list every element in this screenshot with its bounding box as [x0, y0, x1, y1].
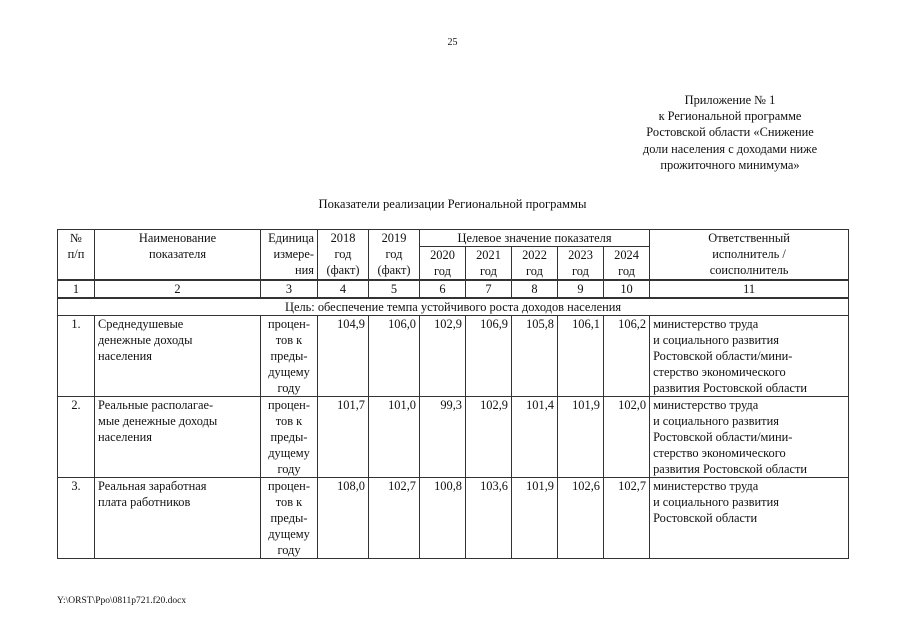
column-number: 4: [318, 280, 369, 298]
value-2019: 102,7: [369, 478, 420, 559]
column-number: 11: [650, 280, 849, 298]
table-row: [58, 316, 849, 397]
value-2024: 102,0: [604, 397, 650, 478]
goal-text: Цель: обеспечение темпа устойчивого роста доходов населения: [58, 298, 849, 316]
value-2018: 101,7: [318, 397, 369, 478]
value-2021: 102,9: [466, 397, 512, 478]
table-row: [58, 397, 849, 478]
column-number: 5: [369, 280, 420, 298]
header-2023: 2023 год: [558, 247, 604, 281]
column-number: 9: [558, 280, 604, 298]
value-2022: 105,8: [512, 316, 558, 397]
header-2021: 2021 год: [466, 247, 512, 281]
document-title: Показатели реализации Региональной программы: [318, 197, 587, 211]
value-2022: 101,4: [512, 397, 558, 478]
row-number: 2.: [58, 397, 95, 478]
value-2023: 102,6: [558, 478, 604, 559]
value-2018: 108,0: [318, 478, 369, 559]
table-row: [58, 478, 849, 559]
value-2023: 101,9: [558, 397, 604, 478]
header-2022: 2022 год: [512, 247, 558, 281]
responsible-executor: министерство труда и социального развития Ростовской области/мини- стерство экономического развития Ростовской области: [650, 397, 849, 478]
header-2024: 2024 год: [604, 247, 650, 281]
appendix-line: Приложение № 1: [684, 93, 776, 107]
header-2020: 2020 год: [420, 247, 466, 281]
appendix-line: к Региональной программе: [658, 109, 802, 124]
indicator-unit: процен- тов к преды- дущему году: [261, 478, 318, 559]
appendix-note: [590, 92, 870, 173]
responsible-executor: министерство труда и социального развития Ростовской области: [650, 478, 849, 559]
value-2020: 99,3: [420, 397, 466, 478]
column-number: 10: [604, 280, 650, 298]
header-name: Наименование показателя: [95, 230, 261, 281]
header-num: № п/п: [58, 230, 95, 281]
file-path-footer: Y:\ORST\Ppo\0811p721.f20.docx: [57, 596, 187, 606]
value-2019: 106,0: [369, 316, 420, 397]
header-target-group: Целевое значение показателя: [420, 230, 650, 247]
value-2021: 106,9: [466, 316, 512, 397]
value-2023: 106,1: [558, 316, 604, 397]
header-row: [58, 230, 849, 247]
value-2018: 104,9: [318, 316, 369, 397]
value-2020: 100,8: [420, 478, 466, 559]
value-2024: 106,2: [604, 316, 650, 397]
indicator-name: Реальная заработная плата работников: [95, 478, 261, 559]
indicator-unit: процен- тов к преды- дущему году: [261, 316, 318, 397]
column-number-row: [58, 280, 849, 298]
value-2021: 103,6: [466, 478, 512, 559]
column-number: 1: [58, 280, 95, 298]
value-2019: 101,0: [369, 397, 420, 478]
column-number: 7: [466, 280, 512, 298]
responsible-executor: министерство труда и социального развития Ростовской области/мини- стерство экономического развития Ростовской области: [650, 316, 849, 397]
row-number: 1.: [58, 316, 95, 397]
appendix-line: доли населения с доходами ниже: [642, 141, 818, 156]
row-number: 3.: [58, 478, 95, 559]
goal-row: [58, 298, 849, 316]
indicator-name: Среднедушевые денежные доходы населения: [95, 316, 261, 397]
column-number: 2: [95, 280, 261, 298]
indicator-unit: процен- тов к преды- дущему году: [261, 397, 318, 478]
appendix-line: прожиточного минимума»: [660, 157, 800, 172]
indicator-name: Реальные располагае- мые денежные доходы населения: [95, 397, 261, 478]
header-unit: Единица измере- ния: [261, 230, 318, 281]
header-2018: 2018 год (факт): [318, 230, 369, 281]
value-2020: 102,9: [420, 316, 466, 397]
header-responsible: Ответственный исполнитель / соисполнитель: [650, 230, 849, 281]
header-2019: 2019 год (факт): [369, 230, 420, 281]
appendix-line: Ростовской области «Снижение: [646, 125, 814, 140]
page-number: 25: [447, 37, 458, 48]
column-number: 3: [261, 280, 318, 298]
value-2022: 101,9: [512, 478, 558, 559]
column-number: 6: [420, 280, 466, 298]
indicators-table: [57, 229, 849, 559]
value-2024: 102,7: [604, 478, 650, 559]
column-number: 8: [512, 280, 558, 298]
